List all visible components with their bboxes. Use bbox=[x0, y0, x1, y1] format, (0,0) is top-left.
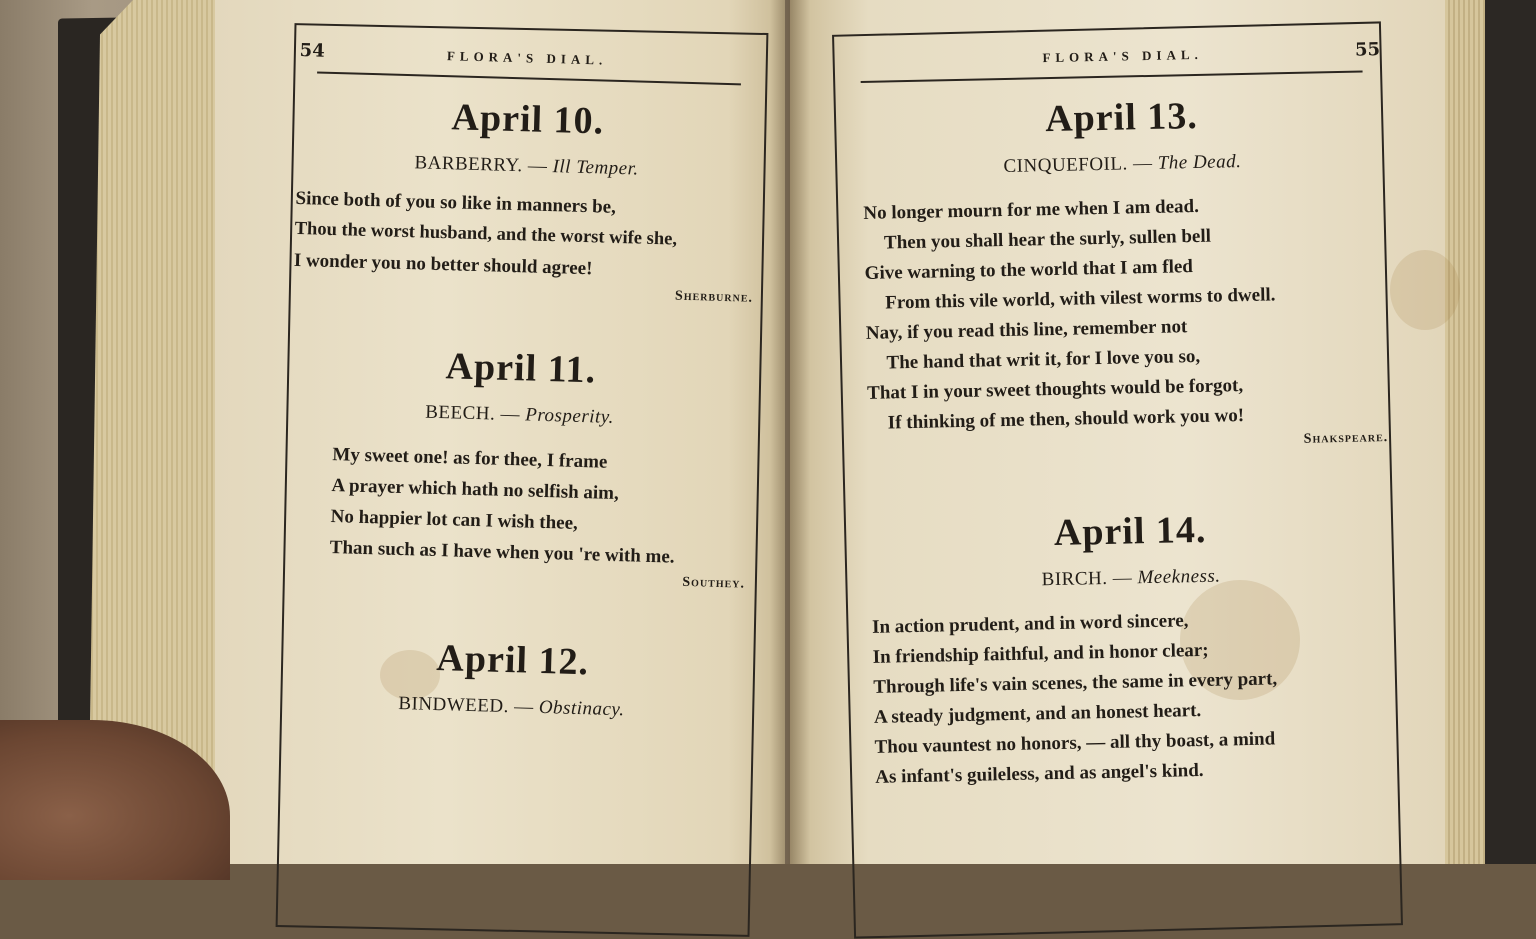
verse bbox=[863, 188, 1388, 439]
flower-dash: — bbox=[500, 403, 521, 426]
running-title: FLORA'S DIAL. bbox=[1042, 46, 1203, 66]
verse bbox=[872, 602, 1396, 793]
right-page-text bbox=[860, 39, 1395, 793]
flower-meaning: Obstinacy. bbox=[538, 696, 625, 721]
entry-flower bbox=[289, 398, 749, 433]
flower-meaning: Meekness. bbox=[1137, 565, 1221, 589]
verse-line: No longer mourn for me when I am dead. bbox=[863, 195, 1200, 224]
verse-line: A steady judgment, and an honest heart. bbox=[873, 700, 1202, 728]
flower-meaning: Ill Temper. bbox=[552, 156, 639, 180]
page-number: 54 bbox=[299, 40, 326, 62]
header-rule bbox=[861, 70, 1363, 83]
flower-name: BEECH. bbox=[424, 401, 496, 425]
book-cover-right bbox=[1478, 0, 1536, 864]
verse-line: Than such as I have when you 're with me. bbox=[329, 537, 675, 568]
verse-line: In action prudent, and in word sincere, bbox=[871, 610, 1189, 638]
verse-line: As infant's guileless, and as angel's kind. bbox=[875, 759, 1204, 788]
entry-date: April 12. bbox=[435, 637, 590, 684]
verse-line: Thou the worst husband, and the worst wife she, bbox=[294, 218, 678, 250]
flower-dash: — bbox=[527, 155, 548, 177]
entry-date: April 10. bbox=[451, 96, 605, 143]
verse-line: That I in your sweet thoughts would be forgot, bbox=[866, 375, 1244, 404]
flower-name: BARBERRY. bbox=[414, 152, 523, 177]
running-title: FLORA'S DIAL. bbox=[446, 48, 608, 68]
header-rule bbox=[317, 71, 741, 85]
verse bbox=[285, 438, 748, 575]
flower-name: BINDWEED. bbox=[398, 693, 510, 718]
entry-flower bbox=[871, 562, 1391, 595]
verse-author: Shakspeare. bbox=[1303, 430, 1389, 447]
page-number: 55 bbox=[1354, 39, 1381, 61]
left-page-text bbox=[281, 40, 760, 725]
flower-name: CINQUEFOIL. bbox=[1003, 153, 1128, 178]
entry-date: April 14. bbox=[1053, 508, 1207, 555]
flower-name: BIRCH. bbox=[1041, 567, 1108, 591]
page-edges-right bbox=[1440, 0, 1485, 864]
foxing-stain bbox=[1390, 250, 1460, 330]
flower-dash: — bbox=[1112, 567, 1133, 589]
verse-line: The hand that writ it, for I love you so, bbox=[886, 345, 1201, 374]
verse-line: No happier lot can I wish thee, bbox=[330, 506, 579, 534]
verse-author: Southey. bbox=[682, 574, 746, 592]
entry-flower bbox=[296, 149, 756, 184]
flower-dash: — bbox=[513, 696, 534, 718]
verse-author: Sherburne. bbox=[674, 288, 754, 306]
verse-line: I wonder you no better should agree! bbox=[293, 249, 593, 280]
book-gutter bbox=[770, 0, 810, 864]
flower-meaning: Prosperity. bbox=[524, 404, 615, 428]
entry-date: April 13. bbox=[1044, 94, 1199, 141]
verse-line: Give warning to the world that I am fled bbox=[864, 256, 1194, 284]
verse-line: In friendship faithful, and in honor clear; bbox=[872, 639, 1209, 668]
verse-line: Nay, if you read this line, remember not bbox=[865, 316, 1188, 344]
verse-line: Since both of you so like in manners be, bbox=[295, 187, 617, 218]
verse-line: Then you shall hear the surly, sullen bell bbox=[883, 225, 1212, 254]
flower-meaning: The Dead. bbox=[1157, 151, 1242, 174]
verse-line: If thinking of me then, should work you wo! bbox=[887, 405, 1245, 434]
verse-line: Thou vauntest no honors, — all thy boast, a mind bbox=[874, 728, 1276, 758]
verse-line: My sweet one! as for thee, I frame bbox=[332, 444, 608, 473]
flower-dash: — bbox=[1132, 152, 1153, 175]
verse-line: Through life's vain scenes, the same in every part, bbox=[873, 668, 1278, 698]
verse bbox=[293, 183, 755, 289]
entry-date: April 11. bbox=[445, 345, 597, 392]
entry-flower bbox=[862, 148, 1382, 181]
verse-line: A prayer which hath no selfish aim, bbox=[331, 475, 620, 505]
verse-line: From this vile world, with vilest worms to dwell. bbox=[885, 284, 1276, 314]
